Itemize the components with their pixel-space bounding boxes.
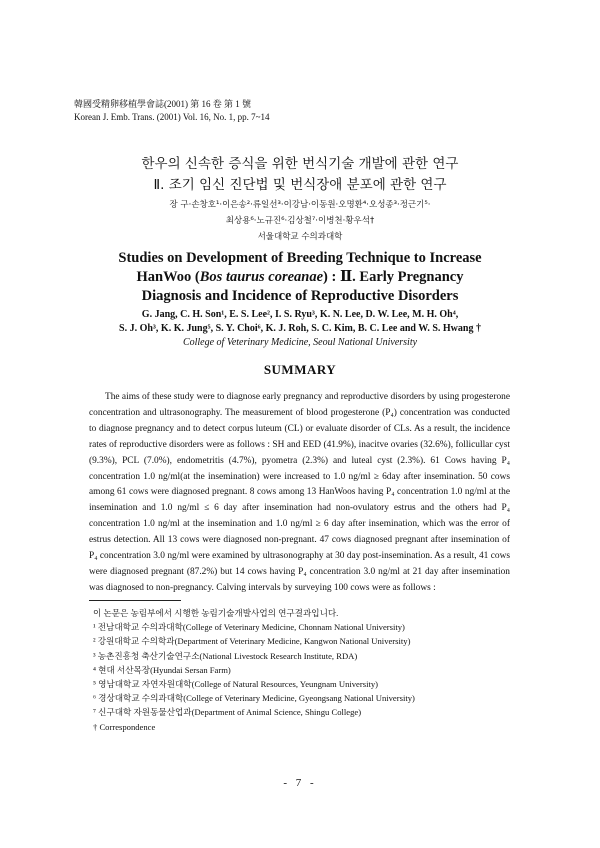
journal-citation-english: Korean J. Emb. Trans. (2001) Vol. 16, No. 1, pp. 7~14 bbox=[74, 112, 270, 122]
summary-paragraph: The aims of these study were to diagnose early pregnancy and reproductive disorders by using progesterone concentration and ultrasonography. The measurement of blood progesterone (P₄) concentration was conducted to diagnose pregnancy and to detect corpus luteum (CL) or evaluate disorder of CLs. As a result, the incidence rates of reproductive disorders were as follows : SH and EED (41.9%), inacitve ovaries (32.6%), follicullar cyst (9.3%), PCL (7.0%), endometritis (4.7%), pyometra (2.3%) and luteal cyst (2.3%). 61 Cows having P₄ concentration 1.0 ng/ml(at the insemination) were increased to 1.0 ng/ml ≥ 6day after insemination. 50 cows among 61 cows were diagnosed pregnant. 8 cows among 13 HanWoos having P₄ concentration 1.0 ng/ml at the insemination and 1.0 ng/ml ≤ 6 day after insemination had non-ovulatory estrus and the others had P₄ concentration 1.0 ng/ml at the insemination and 1.0 ng/ml ≥ 6 day after insemination, which was the error of estrus detection. All 13 cows were diagnosed non-pregnant. 47 cows diagnosed pregnant after insemination of P₄ concentration 3.0 ng/ml were examined by ultrasonography at 30 day post-insemination. As a result, 41 cows were diagnosed pregnant (87.2%) but 14 cows having P₄ concentration 3.0 ng/ml at 21 day after insemination was diagnosed to non-pregnancy. Calving intervals by surveying 100 cows were as follows : bbox=[89, 392, 510, 593]
footnote-6: ⁶ 경상대학교 수의과대학(College of Veterinary Medicine, Gyeongsang National University) bbox=[93, 693, 415, 704]
english-authors-line-2: S. J. Oh³, K. K. Jung⁵, S. Y. Choi⁶, K. J. Roh, S. C. Kim, B. C. Lee and W. S. Hwang † bbox=[119, 323, 481, 334]
korean-title-line-1: 한우의 신속한 증식을 위한 번식기술 개발에 관한 연구 bbox=[141, 156, 459, 172]
footnote-3: ³ 농촌진흥청 축산기술연구소(National Livestock Research Institute, RDA) bbox=[93, 650, 358, 661]
page-number: - 7 - bbox=[283, 777, 317, 789]
journal-citation-korean: 韓國受精卵移植學會誌(2001) 第 16 卷 第 1 號 bbox=[74, 99, 251, 109]
summary-body bbox=[89, 390, 510, 597]
footnote-5: ⁵ 영남대학교 자연자원대학(College of Natural Resources, Yeungnam University) bbox=[93, 679, 379, 690]
korean-authors-line-1: 장 구·손창호¹·이은송²·류일선³·이강남·이동원·오명환⁴·오성종³·정근기⁵· bbox=[169, 200, 431, 210]
korean-affiliation: 서울대학교 수의과대학 bbox=[257, 232, 343, 242]
summary-heading: SUMMARY bbox=[263, 362, 337, 377]
footnote-4: ⁴ 현대 서산목장(Hyundai Sersan Farm) bbox=[93, 664, 231, 675]
english-authors bbox=[56, 308, 544, 350]
footnote-correspondence: † Correspondence bbox=[93, 721, 156, 732]
english-title-part-b: ) : Ⅱ. Early Pregnancy bbox=[323, 269, 464, 285]
footnote-funding: 이 논문은 농림부에서 시행한 농림기술개발사업의 연구결과입니다. bbox=[93, 608, 339, 618]
species-name: Bos taurus coreanae bbox=[199, 269, 324, 285]
korean-authors-line-2: 최상용⁶·노규진⁶·김상철⁷·이병천·황우석† bbox=[225, 216, 375, 226]
english-title-line-1: Studies on Development of Breeding Technique to Increase bbox=[118, 250, 482, 266]
journal-header bbox=[74, 98, 270, 124]
english-title-line-2 bbox=[60, 268, 540, 287]
footnote-7: ⁷ 신구대학 자원동물산업과(Department of Animal Science, Shingu College) bbox=[93, 707, 362, 718]
korean-title bbox=[60, 154, 540, 196]
footnote-2: ² 강원대학교 수의학과(Department of Veterinary Medicine, Kangwon National University) bbox=[93, 636, 411, 647]
english-title bbox=[60, 249, 540, 306]
korean-title-line-2: Ⅱ. 조기 임신 진단법 및 번식장애 분포에 관한 연구 bbox=[153, 177, 447, 193]
english-authors-line-1: G. Jang, C. H. Son¹, E. S. Lee², I. S. Ryu³, K. N. Lee, D. W. Lee, M. H. Oh⁴, bbox=[141, 309, 459, 320]
korean-authors bbox=[70, 197, 530, 245]
english-affiliation: College of Veterinary Medicine, Seoul National University bbox=[182, 337, 418, 348]
footnotes bbox=[93, 606, 523, 734]
english-title-part-a: HanWoo ( bbox=[136, 269, 200, 285]
footnote-1: ¹ 전남대학교 수의과대학(College of Veterinary Medicine, Chonnam National University) bbox=[93, 622, 405, 633]
english-title-line-3: Diagnosis and Incidence of Reproductive Disorders bbox=[141, 288, 459, 304]
footnote-divider bbox=[89, 600, 181, 601]
